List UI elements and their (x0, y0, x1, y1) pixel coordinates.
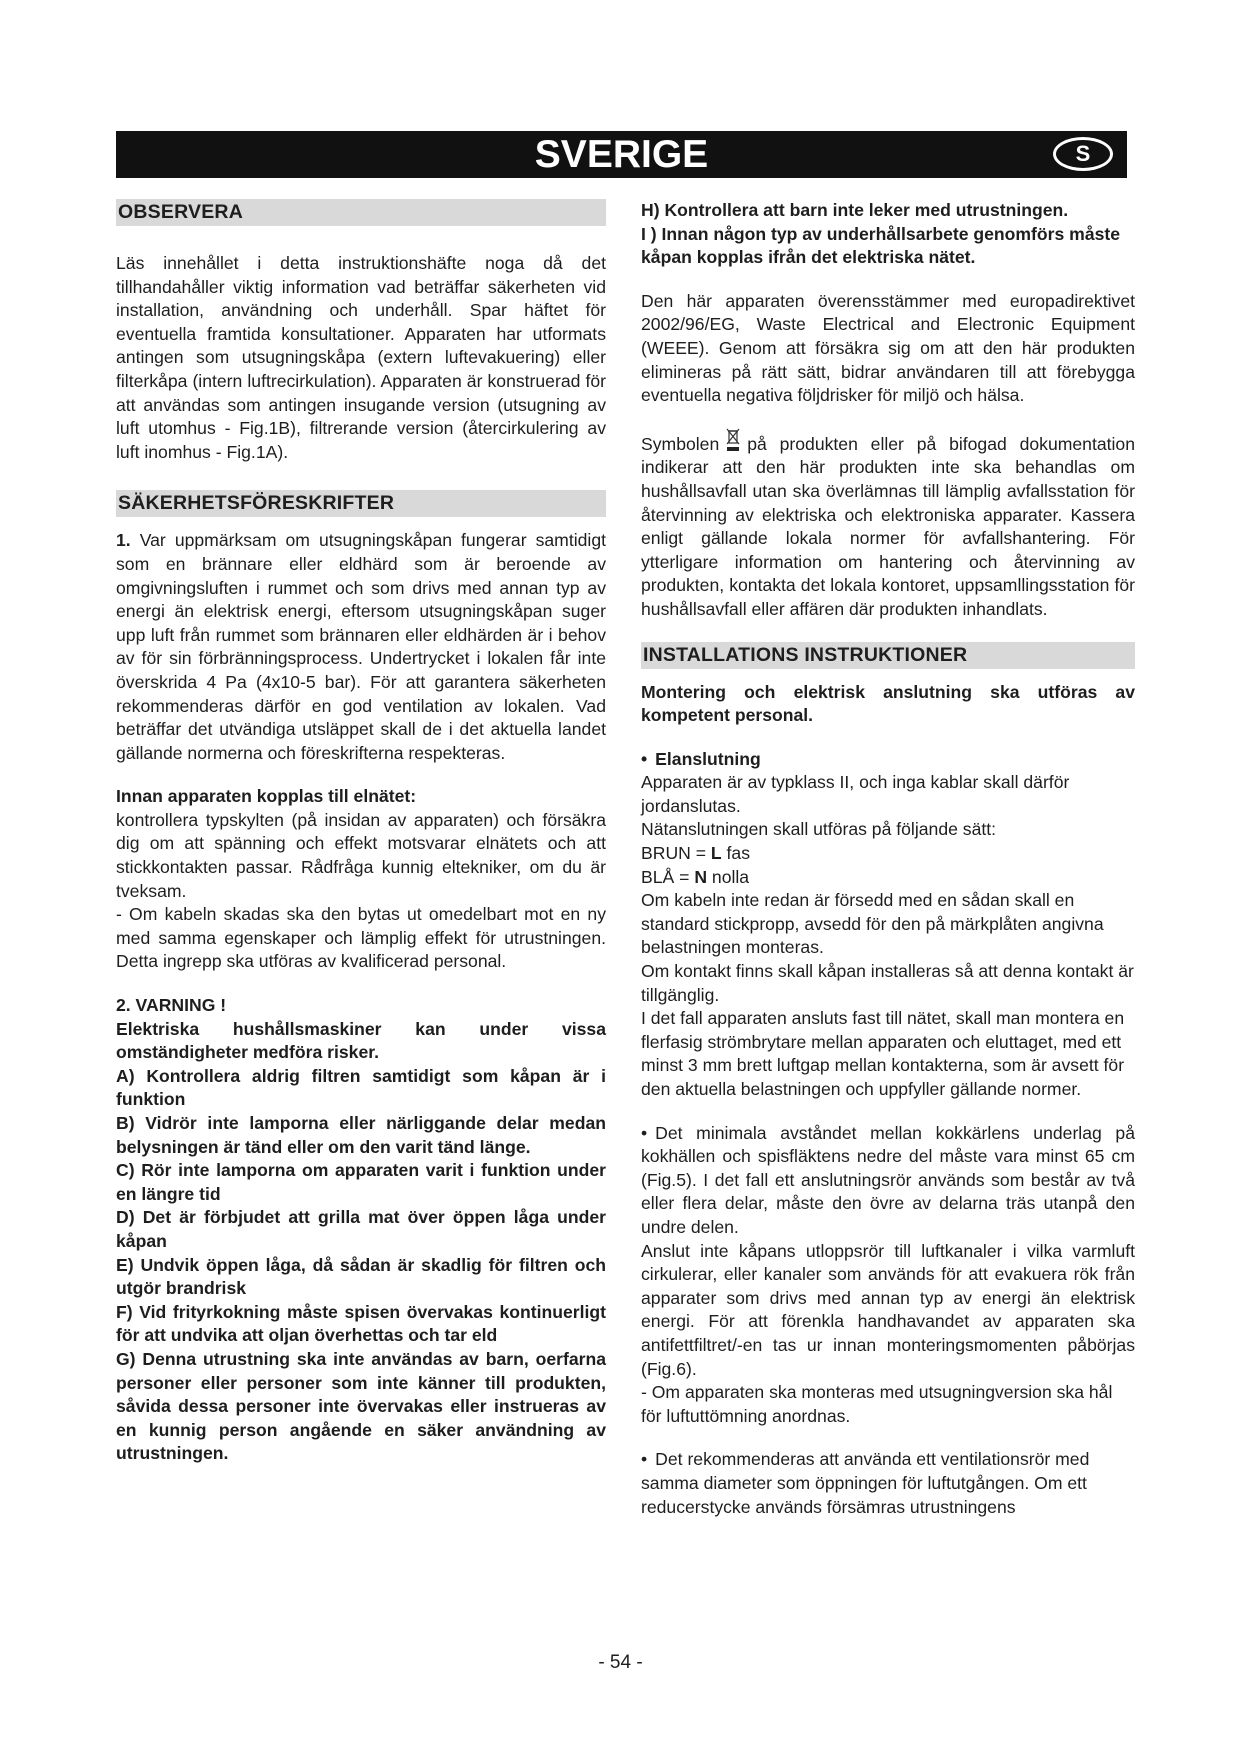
warning-item-f: F) Vid frityrkokning måste spisen övervakas kontinuerligt för att undvika att oljan överhettas och tar eld (116, 1301, 606, 1346)
right-column (641, 199, 1135, 1519)
warning-item-e: E) Undvik öppen låga, då sådan är skadlig för filtren och utgör brandrisk (116, 1254, 606, 1299)
warning-item-g: G) Denna utrustning ska inte användas av barn, oerfarna personer eller personer som inte känner till produkten, såvida dessa personer inte övervakas eller instrueras av en kunnig person angående en säker användning av utrustningen. (116, 1348, 606, 1464)
safety-item-1-number: 1. (116, 530, 131, 551)
wire-blue (641, 866, 1135, 890)
distance-text: • Det minimala avståndet mellan kokkärlens underlag på kokhällen och spisfläktens nedre del måste vara minst 65 cm (Fig.5). I det fall ett anslutningsrör används som består av två eller flera delar, måste den övre av delarna träs utanpå den undre delen. (641, 1122, 1135, 1240)
wire-brown-word: fas (721, 843, 751, 864)
page-number: - 54 - (598, 1652, 643, 1673)
warning-item-b: B) Vidrör inte lamporna eller närliggande delar medan belysningen är tänd eller om den varit tänd länge. (116, 1113, 606, 1157)
left-column (116, 199, 606, 1466)
elanslutning-plug: Om kabeln inte redan är försedd med en sådan skall en standard stickpropp, avsedd för den på märkplåten angivna belastningen monteras. (641, 890, 1104, 958)
country-badge: S (1053, 137, 1113, 171)
country-banner (116, 131, 1127, 178)
elanslutning-heading: • Elanslutning (641, 748, 1135, 772)
before-connect-text: kontrollera typskylten (på insidan av apparaten) och försäkra dig om att spänning och effekt motsvarar elnätets och att stickkontakten passar. Rådfråga kunnig eltekniker, om du är tveksam. (116, 809, 606, 901)
ventilation-text: • Det rekommenderas att använda ett ventilationsrör med samma diameter som öppningen för luftutgången. Om ett reducerstycke används försämras utrustningens (641, 1448, 1135, 1519)
weee-symbol-rest: på produkten eller på bifogad dokumentation indikerar att den här produkten inte ska behandlas om hushållsavfall utan ska överlämnas till lämplig avfallsstation för återvinning av elektriska och elektroniska apparater. Kassera enligt gällande lokala normer för avfallshantering. För ytterligare information om hantering och återvinning av produkten, kontakta det lokala kontoret, uppsamllingsstation för hushållsavfall eller affären där produkten inhandlats. (641, 433, 1135, 619)
warning-intro: Elektriska hushållsmaskiner kan under vissa omständigheter medföra risker. (116, 1018, 606, 1063)
weee-symbol-text (641, 428, 1135, 622)
safety-item-1 (116, 529, 606, 765)
wire-blue-letter: N (694, 866, 708, 887)
warning-item-a: A) Kontrollera aldrig filtren samtidigt som kåpan är i funktion (116, 1065, 606, 1110)
elanslutning-type: Apparaten är av typklass II, och inga kablar skall därför jordanslutas. (641, 772, 1070, 816)
wire-blue-word: nolla (707, 866, 750, 887)
elanslutning-fixed: I det fall apparaten ansluts fast till nätet, skall man montera en flerfasig strömbrytare mellan apparaten och eluttaget, med ett minst 3 mm brett luftgap mellan kontakterna, som är avsett för den aktuella belastningen och uppfyller gällande normer. (641, 1008, 1125, 1099)
banner-title: SVERIGE (534, 133, 709, 176)
wire-blue-label: BLÅ = (641, 866, 695, 887)
weee-symbol-word: Symbolen (641, 433, 720, 454)
safety-heading: SÄKERHETSFÖRESKRIFTER (116, 490, 606, 517)
warning-item-i: I ) Innan någon typ av underhållsarbete genomförs måste kåpan kopplas ifrån det elektriska nätet. (641, 223, 1121, 268)
cable-text: - Om kabeln skadas ska den bytas ut omedelbart mot en ny med samma egenskaper och lämplig effekt för utrustningen. Detta ingrepp ska utföras av kvalificerad personal. (116, 904, 606, 972)
wire-brown-letter: L (710, 843, 722, 864)
observera-heading: OBSERVERA (116, 199, 606, 226)
elanslutning-contact: Om kontakt finns skall kåpan installeras så att denna kontakt är tillgänglig. (641, 961, 1134, 1005)
observera-text: Läs innehållet i detta instruktionshäfte noga då det tillhandahåller viktig information vad beträffar säkerheten vid installation, användning och underhåll. Spar häftet för eventuella framtida konsultationer. Apparaten har utformats antingen som utsugningskåpa (extern luftevakuering) eller filterkåpa (intern luftrecirkulation). Apparaten är konstruerad för att användas som antingen insugande version (utsugning av luft utomhus - Fig.1B), filtrerande version (återcirkulering av luft inomhus - Fig.1A). (116, 253, 606, 462)
extraction-text: - Om apparaten ska monteras med utsugningversion ska hål för luftuttömning anordnas. (641, 1382, 1113, 1426)
weee-text: Den här apparaten överensstämmer med europadirektivet 2002/96/EG, Waste Electrical and Electronic Equipment (WEEE). Genom att försäkra sig om att den här produkten elimineras på rätt sätt, bidrar användaren till att förebygga eventuella negativa följdrisker för miljö och hälsa. (641, 290, 1135, 406)
warning-item-h: H) Kontrollera att barn inte leker med utrustningen. (641, 200, 1069, 220)
installation-intro: Montering och elektrisk anslutning ska utföras av kompetent personal. (641, 681, 1135, 726)
crossed-bin-icon (725, 428, 741, 454)
safety-item-1-text: Var uppmärksam om utsugningskåpan fungerar samtidigt som en brännare eller eldhärd som är beroende av omgivningsluften i rummet och som drivs med annan typ av energi än elektrisk energi, eftersom utsugningskåpan suger upp luft från rummet som brännaren eller eldhärden är i behov av för sin förbränningsprocess. Undertrycket i lokalen får inte överskrida 4 Pa (4x10-5 bar). För att garantera säkerheten rekommenderas därför en god ventilation av lokalen. Vad beträffar det utvändiga utsläppet skall de i det aktuella landet gällande normerna och föreskrifterna respekteras. (116, 530, 607, 763)
wire-brown (641, 842, 1135, 866)
warning-item-d: D) Det är förbjudet att grilla mat över öppen låga under kåpan (116, 1207, 606, 1251)
warning-item-c: C) Rör inte lamporna om apparaten varit i funktion under en längre tid (116, 1160, 606, 1204)
before-connect-heading: Innan apparaten kopplas till elnätet: (116, 786, 417, 807)
wire-brown-label: BRUN = (641, 843, 711, 864)
warning-heading: 2. VARNING ! (116, 995, 227, 1016)
duct-text: Anslut inte kåpans utloppsrör till luftkanaler i vilka varmluft cirkulerar, eller kanaler som används för att evakuera rök från apparater som drivs med annan typ av energi än elektrisk energi. För att förenkla handhavandet av apparaten ska antifettfiltret/-en tas ur innan monteringsmomenten påbörjas (Fig.6). (641, 1240, 1135, 1379)
installation-heading: INSTALLATIONS INSTRUKTIONER (641, 642, 1135, 669)
elanslutning-method: Nätanslutningen skall utföras på följande sätt: (641, 819, 997, 840)
